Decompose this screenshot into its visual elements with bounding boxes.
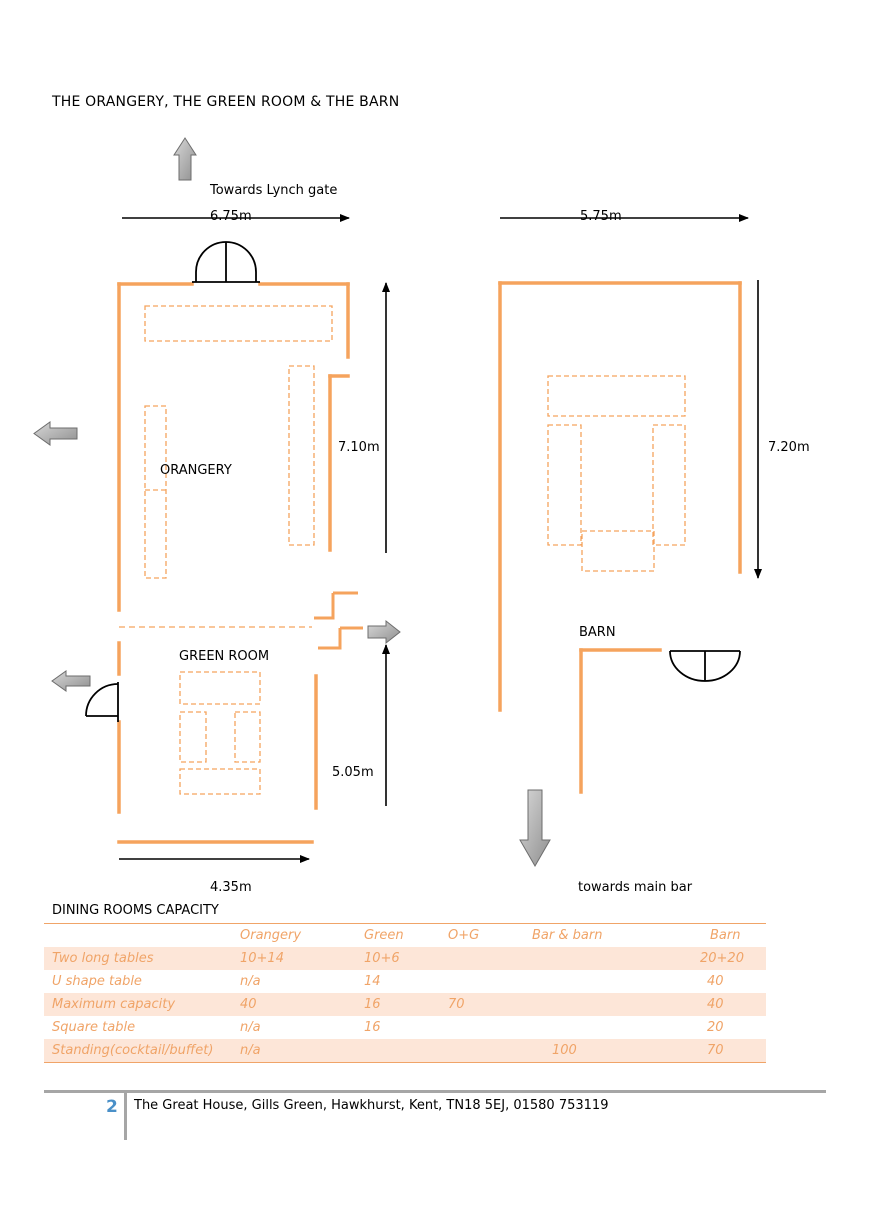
door-icon <box>192 242 260 282</box>
table-cell: 16 <box>364 997 381 1012</box>
steps <box>314 593 363 648</box>
down-arrow-icon <box>520 790 550 866</box>
page-title: THE ORANGERY, THE GREEN ROOM & THE BARN <box>52 94 400 110</box>
page-number: 2 <box>106 1097 118 1117</box>
table-cell: Standing(cocktail/buffet) <box>52 1043 214 1058</box>
capacity-title: DINING ROOMS CAPACITY <box>52 903 219 918</box>
table-cell: 10+14 <box>240 951 284 966</box>
table-cell: 40 <box>240 997 257 1012</box>
green-room-length-label: 5.05m <box>332 765 374 780</box>
main-bar-label: towards main bar <box>578 880 693 895</box>
footer-divider <box>44 1090 826 1093</box>
capacity-table <box>44 923 766 1063</box>
orangery-tables <box>145 306 332 578</box>
table-cell: 10+6 <box>364 951 400 966</box>
green-room-width-label: 4.35m <box>210 880 252 895</box>
green-room-label: GREEN ROOM <box>179 649 270 664</box>
table-row <box>44 993 766 1016</box>
table-cell <box>440 947 512 970</box>
table-cell <box>440 970 512 993</box>
table-cell: 40 <box>707 974 724 989</box>
table-cell <box>512 970 670 993</box>
table-header-row <box>44 924 766 948</box>
header-cell: O+G <box>448 928 480 943</box>
barn-room-label: BARN <box>579 625 616 640</box>
door-icon <box>86 682 118 722</box>
table-cell <box>512 1016 670 1039</box>
table-cell: 14 <box>364 974 381 989</box>
left-arrow-icon <box>34 422 77 445</box>
table-cell: 100 <box>552 1043 577 1058</box>
left-arrow-icon <box>52 671 90 691</box>
table-cell: n/a <box>240 1043 261 1058</box>
up-arrow-icon <box>174 138 196 180</box>
orangery-width-label: 6.75m <box>210 209 252 224</box>
table-row <box>44 1016 766 1039</box>
header-cell: Orangery <box>240 928 302 943</box>
double-door-icon <box>670 651 740 681</box>
barn-tables <box>548 376 685 571</box>
header-cell: Green <box>364 928 404 943</box>
table-cell <box>356 1039 440 1063</box>
green-room-walls <box>119 643 316 842</box>
table-cell: U shape table <box>52 974 142 989</box>
table-cell: n/a <box>240 1020 261 1035</box>
footer-vertical-divider <box>124 1092 127 1140</box>
lynch-gate-label: Towards Lynch gate <box>210 183 338 198</box>
table-cell: 40 <box>707 997 724 1012</box>
barn-width-label: 5.75m <box>580 209 622 224</box>
table-row <box>44 947 766 970</box>
barn-length-label: 7.20m <box>768 440 810 455</box>
table-cell <box>440 1039 512 1063</box>
barn-walls <box>500 283 740 792</box>
table-cell: 70 <box>707 1043 724 1058</box>
table-cell: Two long tables <box>52 951 154 966</box>
orangery-room-label: ORANGERY <box>160 463 232 478</box>
table-cell: 16 <box>364 1020 381 1035</box>
right-arrow-icon <box>368 621 400 643</box>
header-cell: Bar & barn <box>532 928 603 943</box>
table-cell <box>512 947 670 970</box>
header-cell <box>44 924 232 948</box>
orangery-length-label: 7.10m <box>338 440 380 455</box>
table-cell <box>512 993 670 1016</box>
table-cell: n/a <box>240 974 261 989</box>
table-cell: Square table <box>52 1020 136 1035</box>
header-cell: Barn <box>710 928 741 943</box>
table-cell: Maximum capacity <box>52 997 176 1012</box>
table-cell: 20+20 <box>700 951 744 966</box>
footer-address: The Great House, Gills Green, Hawkhurst, Kent, TN18 5EJ, 01580 753119 <box>134 1098 609 1113</box>
table-cell: 20 <box>707 1020 724 1035</box>
table-row <box>44 970 766 993</box>
green-room-tables <box>180 672 260 794</box>
table-cell <box>440 1016 512 1039</box>
table-cell: 70 <box>448 997 465 1012</box>
table-row <box>44 1039 766 1063</box>
